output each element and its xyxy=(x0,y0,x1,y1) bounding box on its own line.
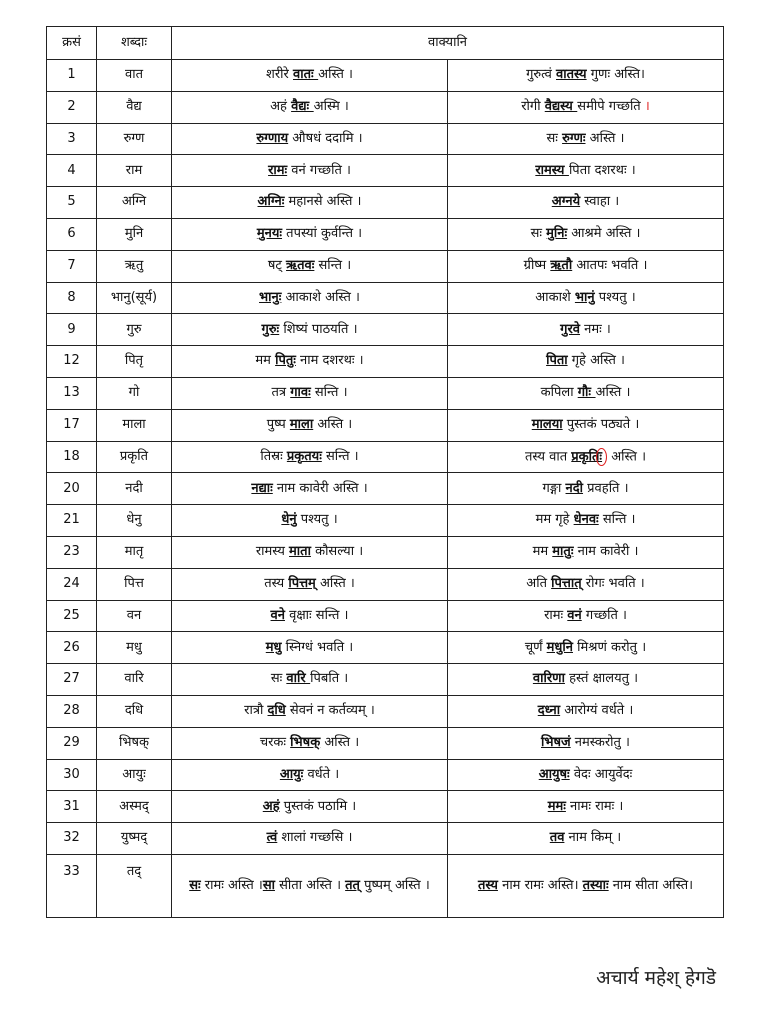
keyword: सा xyxy=(262,878,275,894)
sentence-text: वनं गच्छति । xyxy=(287,162,351,178)
sentence-text: तिस्रः xyxy=(260,448,287,464)
sentence-text: चरकः xyxy=(259,735,291,751)
sentence-text: मम xyxy=(532,544,553,560)
table-row xyxy=(47,123,724,155)
serial-number: 21 xyxy=(47,505,97,537)
header-sentences: वाक्यानि xyxy=(172,27,724,60)
serial-number: 28 xyxy=(47,695,97,727)
sentence-text: नाम दशरथः । xyxy=(295,353,364,369)
serial-number: 9 xyxy=(47,314,97,346)
word-cell: राम xyxy=(97,155,172,187)
word-cell: मधु xyxy=(97,632,172,664)
sentence-text: अस्ति । xyxy=(318,67,353,83)
sentence-text: वेदः आयुर्वेदः xyxy=(569,766,633,782)
keyword: वातस्य xyxy=(556,67,587,83)
keyword: पित्तम् xyxy=(288,576,316,592)
sentence-cell-2 xyxy=(448,123,724,155)
keyword: तत् xyxy=(345,878,360,894)
keyword: ऋतौ xyxy=(550,258,573,274)
word-cell: माला xyxy=(97,409,172,441)
sentence-text: सेवनं न कर्तव्यम् । xyxy=(285,703,375,719)
sentence-cell-1 xyxy=(172,664,448,696)
serial-number: 3 xyxy=(47,123,97,155)
sentence-cell-1 xyxy=(172,155,448,187)
sentence-cell-1 xyxy=(172,727,448,759)
sentence-text: नमः । xyxy=(580,321,611,337)
word-cell: धेनु xyxy=(97,505,172,537)
sentence-text: अस्ति । xyxy=(315,576,355,592)
table-row xyxy=(47,409,724,441)
sentence-cell-1 xyxy=(172,91,448,123)
sentence-cell-2 xyxy=(448,759,724,791)
sentence-cell-2 xyxy=(448,473,724,505)
keyword: पितुः xyxy=(275,353,296,369)
sentence-text: अस्ति । xyxy=(595,385,631,401)
table-row xyxy=(47,377,724,409)
header-serial-number: क्रसं xyxy=(47,27,97,60)
sentence-cell-2 xyxy=(448,218,724,250)
sentence-cell-1 xyxy=(172,377,448,409)
word-cell: रुग्ण xyxy=(97,123,172,155)
sentence-text: रामः xyxy=(544,607,568,623)
sentence-cell-1 xyxy=(172,473,448,505)
table-row xyxy=(47,91,724,123)
keyword: तव xyxy=(549,830,565,846)
red-danda-mark: । xyxy=(644,99,650,115)
sentence-text: गुरुत्वं xyxy=(526,67,556,83)
sentence-cell-2 xyxy=(448,91,724,123)
table-row xyxy=(47,441,724,473)
sentence-text: षट् xyxy=(267,258,287,274)
sentence-text: हस्तं क्षालयतु । xyxy=(564,671,639,687)
keyword: दध्ना xyxy=(537,703,561,719)
sentence-text: सः xyxy=(270,671,287,687)
keyword: वारि xyxy=(286,671,311,687)
sentence-text: अस्ति । xyxy=(320,735,360,751)
sentence-text: अस्ति । xyxy=(585,130,625,146)
table-row xyxy=(47,600,724,632)
sentence-text: गच्छति । xyxy=(581,607,627,623)
sentence-cell-2 xyxy=(448,282,724,314)
table-row xyxy=(47,823,724,855)
sentence-text: समीपे गच्छति xyxy=(577,99,645,115)
table-row xyxy=(47,759,724,791)
keyword: पित्तात् xyxy=(551,576,582,592)
keyword: धेनवः xyxy=(573,512,599,528)
vocabulary-sheet xyxy=(46,26,724,918)
keyword: पिता xyxy=(546,353,568,369)
sentence-cell-1 xyxy=(172,60,448,92)
keyword: रुग्णाय xyxy=(256,130,289,146)
keyword: धेनुं xyxy=(281,512,297,528)
table-row xyxy=(47,505,724,537)
table-row xyxy=(47,632,724,664)
table-row xyxy=(47,282,724,314)
keyword: भानुं xyxy=(574,289,595,305)
sentence-text: तपस्यां कुर्वन्ति । xyxy=(282,226,363,242)
keyword: भिषक् xyxy=(290,735,321,751)
sentence-text: महानसे अस्ति । xyxy=(284,194,362,210)
sentence-cell-2 xyxy=(448,536,724,568)
sentence-cell-1 xyxy=(172,536,448,568)
sentence-text: गुणः अस्ति। xyxy=(586,67,645,83)
sentence-text: सीता अस्ति । xyxy=(274,878,346,894)
sentence-cell-1 xyxy=(172,218,448,250)
sentence-cell-2 xyxy=(448,632,724,664)
sentence-cell-2 xyxy=(448,823,724,855)
sentence-text: रोगः भवति । xyxy=(581,576,645,592)
keyword: मातुः xyxy=(552,544,574,560)
serial-number: 2 xyxy=(47,91,97,123)
keyword: गुरवे xyxy=(560,321,581,337)
sentence-text: सः xyxy=(546,130,563,146)
author-signature: अचार्य महेश् हेगडॆ xyxy=(596,967,716,989)
word-cell: आयुः xyxy=(97,759,172,791)
sentence-cell-1 xyxy=(172,632,448,664)
serial-number: 26 xyxy=(47,632,97,664)
sentence-text: आरोग्यं वर्धते । xyxy=(560,703,634,719)
sentence-text: पश्यतु । xyxy=(594,289,636,305)
word-cell: वारि xyxy=(97,664,172,696)
sentence-text: रामः अस्ति । xyxy=(200,878,263,894)
table-row xyxy=(47,791,724,823)
sentence-text: आकाशे xyxy=(535,289,575,305)
sentence-text: प्रवहति । xyxy=(583,480,629,496)
keyword: मधु xyxy=(265,639,282,655)
word-cell: तद् xyxy=(97,854,172,917)
sentence-text: वृक्षाः सन्ति । xyxy=(285,607,349,623)
sentence-text: पिबति । xyxy=(310,671,349,687)
keyword: वातः xyxy=(292,67,319,83)
sentence-text: पुस्तकं पठ्यते । xyxy=(562,417,640,433)
vocabulary-table xyxy=(46,26,724,918)
sentence-text: शरीरे xyxy=(266,67,293,83)
sentence-text: सन्ति । xyxy=(321,448,359,464)
keyword: भिषजं xyxy=(541,735,571,751)
sentence-cell-2 xyxy=(448,791,724,823)
keyword: नदी xyxy=(565,480,584,496)
keyword: गुरुः xyxy=(261,321,280,337)
sentence-text: गङ्गा xyxy=(542,480,566,496)
keyword: वैद्यस्य xyxy=(544,99,578,115)
serial-number: 8 xyxy=(47,282,97,314)
sentence-text: औषधं ददामि । xyxy=(288,130,363,146)
keyword: अग्निः xyxy=(257,194,285,210)
keyword: नद्याः xyxy=(251,480,273,496)
sentence-cell-1 xyxy=(172,791,448,823)
sentence-text: पिता दशरथः । xyxy=(568,162,636,178)
header-word: शब्दाः xyxy=(97,27,172,60)
serial-number: 23 xyxy=(47,536,97,568)
serial-number: 18 xyxy=(47,441,97,473)
keyword: वनं xyxy=(567,607,582,623)
sentence-text: रोगी xyxy=(521,99,545,115)
sentence-cell-1 xyxy=(172,600,448,632)
sentence-text: सः xyxy=(530,226,547,242)
keyword: ममः xyxy=(547,798,566,814)
sentence-cell-2 xyxy=(448,664,724,696)
sentence-text: पुष्प xyxy=(266,417,290,433)
table-row xyxy=(47,346,724,378)
sentence-cell-2 xyxy=(448,377,724,409)
word-cell: वैद्य xyxy=(97,91,172,123)
sentence-cell-1 xyxy=(172,346,448,378)
keyword: मुनयः xyxy=(256,226,283,242)
table-row xyxy=(47,727,724,759)
sentence-text: शिष्यं पाठयति । xyxy=(279,321,358,337)
keyword: रामस्य xyxy=(535,162,569,178)
sentence-text: चूर्णं xyxy=(524,639,547,655)
sentence-cell-2 xyxy=(448,568,724,600)
sentence-cell-2 xyxy=(448,441,724,473)
word-cell: नदी xyxy=(97,473,172,505)
sentence-text: रात्रौ xyxy=(244,703,268,719)
table-row xyxy=(47,664,724,696)
sentence-cell-2 xyxy=(448,250,724,282)
word-cell: पित्त xyxy=(97,568,172,600)
sentence-text: पश्यतु । xyxy=(296,512,338,528)
keyword: प्रकृतयः xyxy=(286,448,322,464)
sentence-text: नाम सीता अस्ति। xyxy=(608,878,694,894)
serial-number: 29 xyxy=(47,727,97,759)
serial-number: 7 xyxy=(47,250,97,282)
serial-number: 20 xyxy=(47,473,97,505)
sentence-text: नाम रामः अस्ति। xyxy=(497,878,583,894)
sentence-cell-1 xyxy=(172,695,448,727)
keyword: ऋतवः xyxy=(286,258,315,274)
word-cell: ऋतु xyxy=(97,250,172,282)
keyword: तस्याः xyxy=(582,878,609,894)
table-row xyxy=(47,473,724,505)
sentence-cell-1 xyxy=(172,250,448,282)
word-cell: दधि xyxy=(97,695,172,727)
word-cell: गुरु xyxy=(97,314,172,346)
sentence-text: रामस्य xyxy=(255,544,290,560)
keyword: प्रकृतिः xyxy=(571,449,603,465)
sentence-cell-1 xyxy=(172,505,448,537)
sentence-text: पुस्तकं पठामि । xyxy=(279,798,357,814)
sentence-text: सन्ति । xyxy=(314,258,352,274)
table-row xyxy=(47,314,724,346)
table-row xyxy=(47,854,724,917)
sentence-cell-2 xyxy=(448,600,724,632)
keyword: वने xyxy=(270,607,285,623)
word-cell: अग्नि xyxy=(97,187,172,219)
sentence-text: पुष्पम् अस्ति । xyxy=(359,878,430,894)
sentence-text: अस्ति । xyxy=(313,417,353,433)
word-cell: मातृ xyxy=(97,536,172,568)
keyword: वारिणा xyxy=(532,671,565,687)
sentence-text: आश्रमे अस्ति । xyxy=(567,226,641,242)
sentence-text: सन्ति । xyxy=(310,385,348,401)
serial-number: 24 xyxy=(47,568,97,600)
keyword: मालया xyxy=(531,417,563,433)
sentence-cell-1 xyxy=(172,187,448,219)
keyword: माला xyxy=(289,417,314,433)
sentence-text: अहं xyxy=(270,99,292,115)
serial-number: 1 xyxy=(47,60,97,92)
word-cell: गो xyxy=(97,377,172,409)
table-row xyxy=(47,187,724,219)
keyword: भानुः xyxy=(259,289,282,305)
word-cell: वात xyxy=(97,60,172,92)
keyword: माता xyxy=(289,544,311,560)
keyword: त्वं xyxy=(266,830,278,846)
sentence-text: नामः रामः । xyxy=(565,798,624,814)
sentence-cell-2 xyxy=(448,409,724,441)
serial-number: 33 xyxy=(47,854,97,917)
word-cell: भिषक् xyxy=(97,727,172,759)
sentence-cell-2 xyxy=(448,314,724,346)
keyword: तस्य xyxy=(477,878,498,894)
sentence-text: तस्य वात xyxy=(524,449,572,465)
sentence-cell-1 xyxy=(172,568,448,600)
serial-number: 13 xyxy=(47,377,97,409)
keyword: अहं xyxy=(262,798,280,814)
table-row xyxy=(47,60,724,92)
serial-number: 5 xyxy=(47,187,97,219)
keyword: आयुषः xyxy=(538,766,570,782)
sentence-text: ग्रीष्म xyxy=(523,258,551,274)
sentence-text: तत्र xyxy=(271,385,291,401)
sentence-cell-2 xyxy=(448,695,724,727)
sentence-text: मम xyxy=(255,353,276,369)
sentence-text: गृहे अस्ति । xyxy=(567,353,625,369)
keyword: सः xyxy=(189,878,201,894)
keyword: आयुः xyxy=(279,766,304,782)
sentence-cell-2 xyxy=(448,60,724,92)
sentence-text: स्वाहा । xyxy=(580,194,620,210)
sentence-text: शालां गच्छसि । xyxy=(277,830,353,846)
sentence-text: कपिला xyxy=(540,385,578,401)
sentence-text: तस्य xyxy=(264,576,289,592)
sentence-text: अति xyxy=(526,576,552,592)
serial-number: 25 xyxy=(47,600,97,632)
keyword: गावः xyxy=(290,385,311,401)
keyword: मधुनि xyxy=(546,639,573,655)
sentence-cell-1 xyxy=(172,441,448,473)
sentence-text: अस्मि । xyxy=(313,99,349,115)
sentence-text: मम गृहे xyxy=(535,512,574,528)
table-row xyxy=(47,568,724,600)
table-row xyxy=(47,695,724,727)
sentence-text: मिश्रणं करोतु । xyxy=(573,639,647,655)
sentence-cell-1 xyxy=(172,409,448,441)
sentence-text: आतपः भवति । xyxy=(572,258,648,274)
sentence-cell-2 xyxy=(448,346,724,378)
sentence-text: नाम कावेरी अस्ति । xyxy=(272,480,368,496)
sentence-cell-2 xyxy=(448,505,724,537)
sentence-text: नमस्करोतु । xyxy=(570,735,630,751)
serial-number: 31 xyxy=(47,791,97,823)
sentence-cell-2 xyxy=(448,187,724,219)
sentence-cell-2 xyxy=(448,854,724,917)
keyword: रुग्णः xyxy=(562,130,586,146)
keyword: गौः xyxy=(577,385,596,401)
sentence-text: सन्ति । xyxy=(598,512,636,528)
word-cell: युष्मद् xyxy=(97,823,172,855)
word-cell: प्रकृति xyxy=(97,441,172,473)
serial-number: 6 xyxy=(47,218,97,250)
word-cell: मुनि xyxy=(97,218,172,250)
table-row xyxy=(47,155,724,187)
keyword: अग्नये xyxy=(551,194,581,210)
serial-number: 12 xyxy=(47,346,97,378)
serial-number: 17 xyxy=(47,409,97,441)
keyword: दधि xyxy=(267,703,286,719)
keyword: मुनिः xyxy=(546,226,568,242)
red-correction-circle xyxy=(596,448,607,466)
sentence-text: स्निग्धं भवति । xyxy=(281,639,354,655)
sentence-cell-1 xyxy=(172,759,448,791)
word-cell: अस्मद् xyxy=(97,791,172,823)
table-row xyxy=(47,218,724,250)
keyword: वैद्यः xyxy=(291,99,314,115)
sentence-cell-1 xyxy=(172,282,448,314)
table-row xyxy=(47,250,724,282)
sentence-cell-2 xyxy=(448,727,724,759)
word-cell: भानु(सूर्य) xyxy=(97,282,172,314)
word-cell: वन xyxy=(97,600,172,632)
serial-number: 30 xyxy=(47,759,97,791)
serial-number: 4 xyxy=(47,155,97,187)
serial-number: 27 xyxy=(47,664,97,696)
sentence-text: वर्धते । xyxy=(303,766,340,782)
sentence-text: नाम किम् । xyxy=(564,830,622,846)
sentence-cell-1 xyxy=(172,823,448,855)
sentence-text: नाम कावेरी । xyxy=(573,544,639,560)
word-cell: पितृ xyxy=(97,346,172,378)
header-row xyxy=(47,27,724,60)
keyword: रामः xyxy=(268,162,288,178)
sentence-text: अस्ति । xyxy=(607,449,647,465)
sentence-text: कौसल्या । xyxy=(310,544,364,560)
table-row xyxy=(47,536,724,568)
serial-number: 32 xyxy=(47,823,97,855)
sentence-cell-1 xyxy=(172,854,448,917)
sentence-cell-1 xyxy=(172,314,448,346)
sentence-cell-1 xyxy=(172,123,448,155)
sentence-cell-2 xyxy=(448,155,724,187)
sentence-text: आकाशे अस्ति । xyxy=(281,289,360,305)
